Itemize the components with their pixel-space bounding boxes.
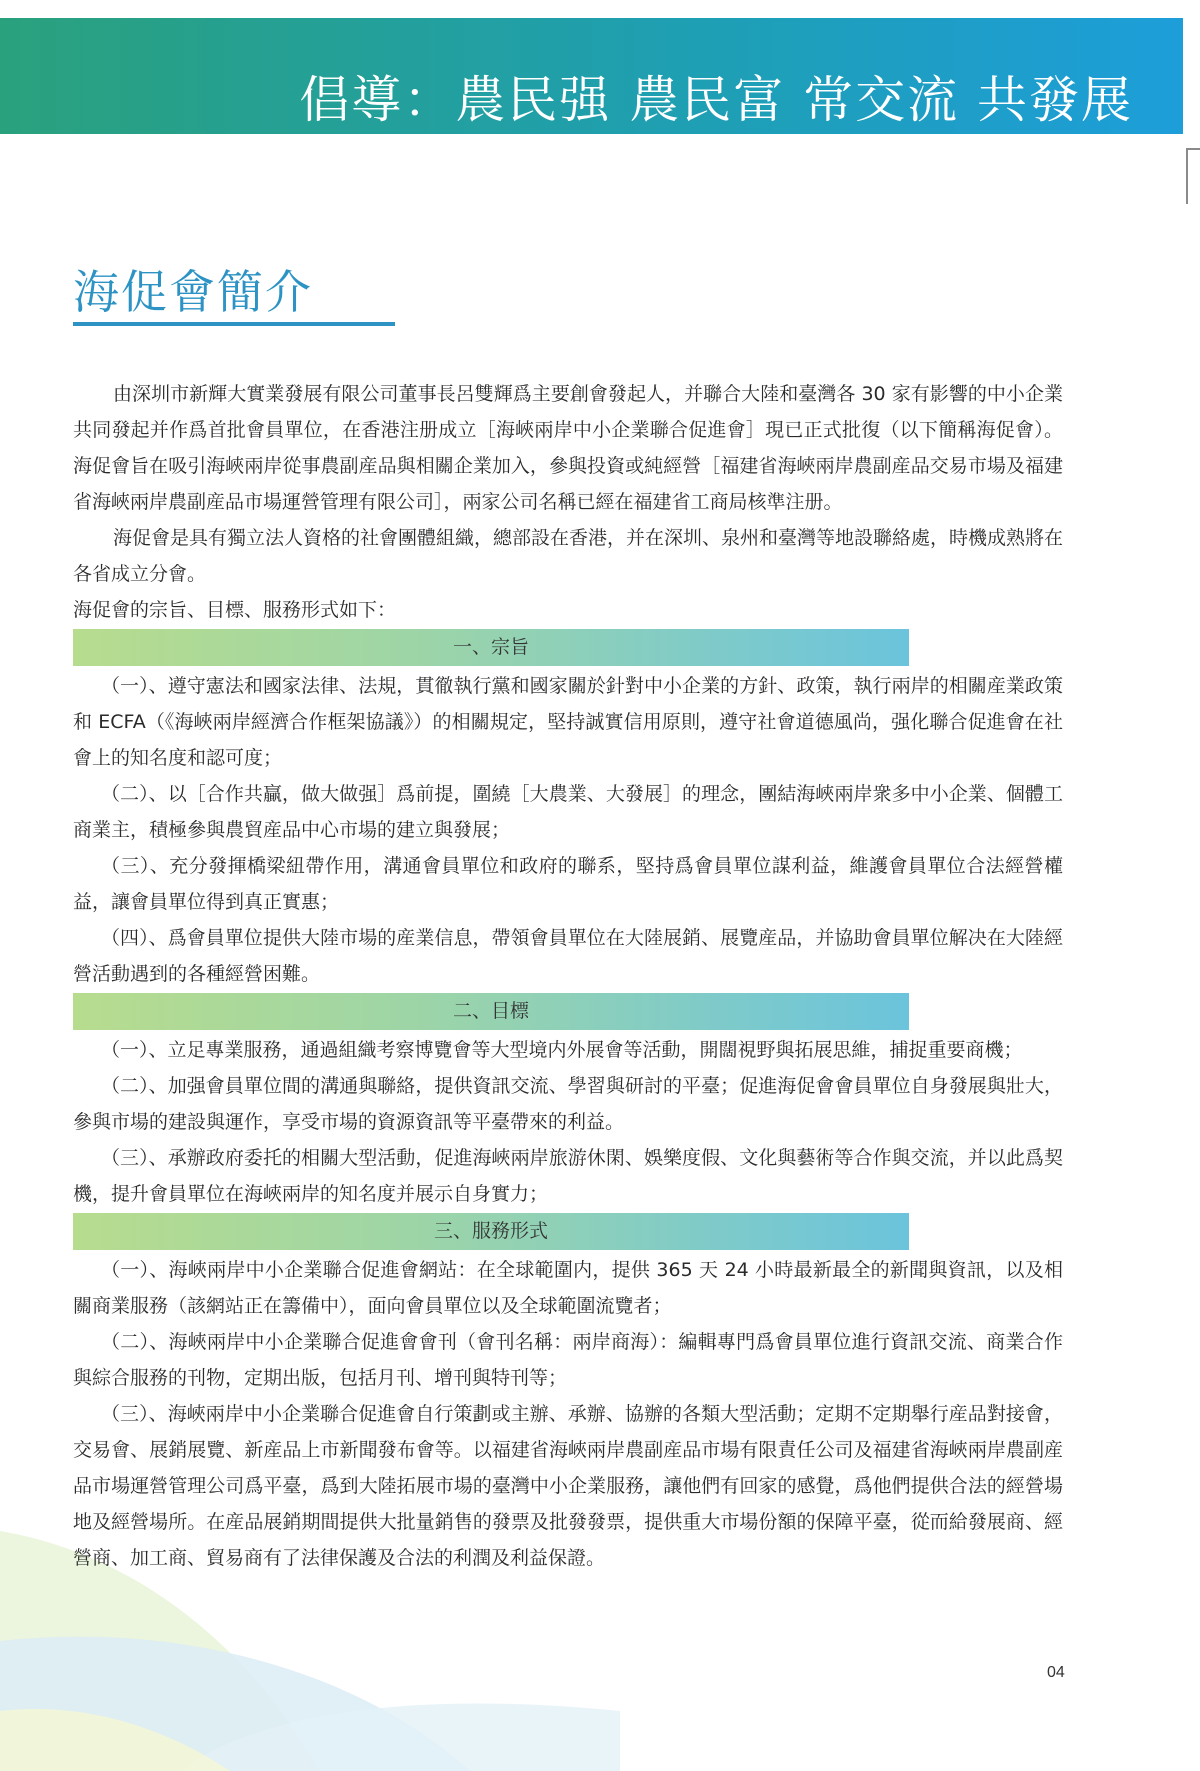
list-item: （一）、遵守憲法和國家法律、法規，貫徹執行黨和國家關於針對中小企業的方針、政策，執行兩岸的相關産業政策和 ECFA（《海峽兩岸經濟合作框架協議》）的相關規定，堅持誠實信用原則，遵守社會道德風尚，强化聯合促進會在社會上的知名度和認可度； — [73, 675, 1063, 769]
list-item: （一）、海峽兩岸中小企業聯合促進會網站：在全球範圍内，提供 365 天 24 小時最新最全的新聞與資訊，以及相關商業服務（該網站正在籌備中），面向會員單位以及全球範圍流覽者； — [73, 1259, 1063, 1317]
list-item: （二）、加强會員單位間的溝通與聯絡，提供資訊交流、學習與研討的平臺；促進海促會會員單位自身發展與壯大，參與市場的建設與運作，享受市場的資源資訊等平臺帶來的利益。 — [73, 1075, 1063, 1133]
page-edge-mark — [1186, 148, 1200, 204]
section-title: 海促會簡介 — [73, 265, 313, 319]
banner-title: 倡導：農民强 農民富 常交流 共發展 — [299, 71, 1133, 129]
article-body — [73, 376, 1063, 1576]
list-item: （三）、海峽兩岸中小企業聯合促進會自行策劃或主辦、承辦、協辦的各類大型活動；定期不定期舉行産品對接會，交易會、展銷展覽、新産品上市新聞發布會等。以福建省海峽兩岸農副産品市場有限責任公司及福建省海峽兩岸農副産品市場運營管理公司爲平臺，爲到大陸拓展市場的臺灣中小企業服務，讓他們有回家的感覺，爲他們提供合法的經營場地及經營場所。在産品展銷期間提供大批量銷售的發票及批發發票，提供重大市場份額的保障平臺，從而給發展商、經營商、加工商、貿易商有了法律保護及合法的利潤及利益保證。 — [73, 1403, 1063, 1569]
section-heading-goals: 二、目標 — [73, 993, 909, 1030]
section-heading-purpose: 一、宗旨 — [73, 629, 909, 666]
page-number: 04 — [1047, 1664, 1065, 1681]
section-heading-services: 三、服務形式 — [73, 1213, 909, 1250]
header-banner — [0, 18, 1183, 134]
list-item: （一）、立足專業服務，通過組織考察博覽會等大型境内外展會等活動，開闊視野與拓展思維，捕捉重要商機； — [101, 1039, 1023, 1061]
list-item: （三）、充分發揮橋梁紐帶作用，溝通會員單位和政府的聯系，堅持爲會員單位謀利益，維護會員單位合法經營權益，讓會員單位得到真正實惠； — [73, 855, 1063, 913]
title-underline — [73, 322, 395, 326]
list-item: （四）、爲會員單位提供大陸市場的産業信息，帶領會員單位在大陸展銷、展覽産品，并協助會員單位解决在大陸經營活動遇到的各種經營困難。 — [73, 927, 1063, 985]
intro-paragraph: 由深圳市新輝大實業發展有限公司董事長呂雙輝爲主要創會發起人，并聯合大陸和臺灣各 30 家有影響的中小企業共同發起并作爲首批會員單位，在香港注册成立［海峽兩岸中小企業聯合促進會］現已正式批復（以下簡稱海促會）。海促會旨在吸引海峽兩岸從事農副産品與相關企業加入，參與投資或純經營［福建省海峽兩岸農副産品交易市場及福建省海峽兩岸農副産品市場運營管理有限公司］，兩家公司名稱已經在福建省工商局核準注册。 — [73, 383, 1063, 513]
list-item: （二）、以［合作共贏，做大做强］爲前提，圍繞［大農業、大發展］的理念，團結海峽兩岸衆多中小企業、個體工商業主，積極參與農貿産品中心市場的建立與發展； — [73, 783, 1063, 841]
intro-paragraph: 海促會是具有獨立法人資格的社會團體組織，總部設在香港，并在深圳、泉州和臺灣等地設聯絡處，時機成熟將在各省成立分會。 — [73, 527, 1064, 585]
list-item: （二）、海峽兩岸中小企業聯合促進會會刊（會刊名稱：兩岸商海）：編輯專門爲會員單位進行資訊交流、商業合作與綜合服務的刊物，定期出版，包括月刊、增刊與特刊等； — [73, 1331, 1063, 1389]
intro-paragraph: 海促會的宗旨、目標、服務形式如下： — [73, 599, 397, 621]
list-item: （三）、承辦政府委托的相關大型活動，促進海峽兩岸旅游休閑、娛樂度假、文化與藝術等合作與交流，并以此爲契機，提升會員單位在海峽兩岸的知名度并展示自身實力； — [73, 1147, 1063, 1205]
